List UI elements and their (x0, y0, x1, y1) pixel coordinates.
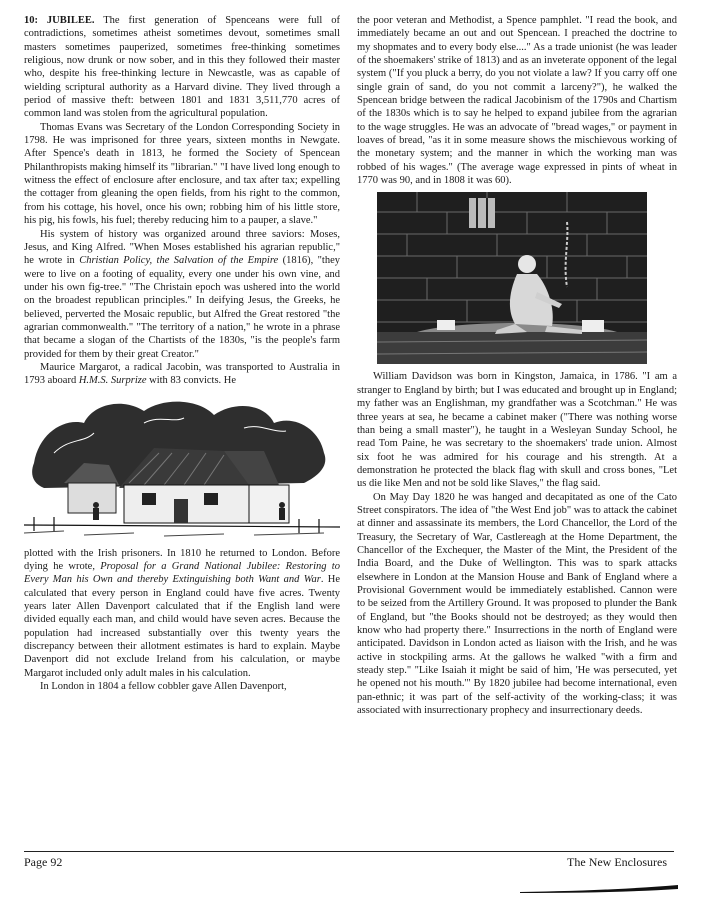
paragraph-thomas-evans: Thomas Evans was Secretary of the London Corresponding Society in 1798. He was imprisoned for three years, sixteen months in Newgate. After Spence's death in 1813, he formed the Society of Spencean Philanthropists making himself its "librarian." "I have lived long enough to witness the effect of enclosure after enclosure, and tax after tax; expelling the cottager from gleaning the open fields, from his right to the common, from his cottage, his hovel, once his own; robbing him of his little store, his pig, his fowls, his fuel; thereby reducing him to a pauper, a slave." (24, 121, 340, 227)
book-title: Christian Policy, the Salvation of the Empire (79, 255, 279, 267)
paragraph-jubilee: 10: JUBILEE. The first generation of Spenceans were full of contradictions, sometimes atheist sometimes devout, sometimes small masters sometimes pauperized, sometimes free-thinking sometimes religious, now drunk or now sober, and in this they followed their master who, despite his free-thinking lecture in Newcastle, was as capable of wielding scriptural authority as a Harvard divine. They lived through a period of massive theft: between 1801 and 1831 3,511,770 acres of common land was stolen from the agricultural population. (24, 15, 340, 120)
paragraph-cato-street: On May Day 1820 he was hanged and decapitated as one of the Cato Street conspirators. The idea of "the West End job" was to attack the cabinet at dinner and assassinate its members, the Lord Chancellor, the Lord of the Treasury, the Secretary of War, Castlereagh at the Home Department, the Chancellor of the Exchequer, the Master of the Mint, the President of the India Board, and the Duke of Wellington. This was to spark attacks elsewhere in London at the Mansion House and Bank of England where a Provisional Government would be immediately established. Cannon were to be seized from the Artillery Ground. It was proposed to plunder the Bank of England, but "the Books should not be destroyed; as they would then know who had property there." Insurrections in the north of England were anticipated. Davidson in London acted as liaison with the Irish, and he was active in stockpiling arms. At the gallows he walked "with a firm and steady step." "Like Isaiah it might be said of him, 'He was persecuted, yet he opened not his mouth.'" By 1820 jubilee had become international, even pan-ethnic; it was part of the self-activity of the working-class; it was associated with insurrectionary prophecy and insurrectionary deeds. (357, 491, 677, 717)
paragraph-margarot: Maurice Margarot, a radical Jacobin, was transported to Australia in 1793 aboard H.M.S. Surprize with 83 convicts. He (24, 361, 340, 387)
left-column (24, 14, 340, 693)
section-heading: 10: JUBILEE. (24, 15, 95, 26)
proposal-title: Proposal for a Grand National Jubilee: Restoring to Every Man his Own and thereby Extinguishing both Want and War (24, 560, 340, 586)
cottage-woodcut-illustration (24, 393, 340, 541)
page-number: Page 92 (24, 855, 63, 869)
paragraph-irish-prisoners: plotted with the Irish prisoners. In 1810 he returned to London. Before dying he wrote, Proposal for a Grand National Jubilee: Restoring to Every Man his Own and thereby Extinguishing both Want and War. He calculated that every person in England could have five acres. Twenty years later Allen Davenport calculated that if the English land were divided equally each man, and child would have seven acres. Because the population had increased substantially over this twenty years the discrepancy between their allotment estimates is hard to explain. Maybe Davenport did not exclude Ireland from his calculation, or maybe Margarot included only adult males in his calculation. (24, 547, 340, 679)
paragraph-davidson: William Davidson was born in Kingston, Jamaica, in 1786. "I am a stranger to England by birth; but I was educated and brought up in England; my father was an Englishman, my grandfather was a Scotchman." He was three years at sea, he became a cabinet maker ("There was nothing worse than being a small master"), he taught in a Wesleyan Sunday School, he read Tom Paine, he was secretary to the shoemakers' trade union. Almost six foot he was admired for his courage and his strength. At a demonstration he protected the black flag with skull and cross bones, "Let us die like Men and not be sold like Slaves," the flag said. (357, 371, 677, 490)
paragraph-cobbler: In London in 1804 a fellow cobbler gave Allen Davenport, (40, 681, 287, 693)
paragraph-davenport: the poor veteran and Methodist, a Spence pamphlet. "I read the book, and immediately became an out and out Spencean. I preached the doctrine to my shopmates and to every body else...." As a trade unionist (he was leader of the shoemakers' strike of 1813) and as an inveterate opponent of the legal system ("If you pluck a berry, do you not violate a law? If you carry off one single grain of sand, do you not commit a larceny?"), he walked the Spencean bridge between the radical Jacobinism of the 1790s and Chartism of the 1830s which is to say he helped to expand jubilee from the agrarian to the wage struggles. He was an advocate of "bread wages," or payment in loaves of bread, "as it in some measure shows the mischievous working of the monetary system; and the manner in which the working man was robbed of his wages." (The average wage expressed in pints of wheat in 1770 was 90, and in 1808 it was 60). (357, 15, 677, 187)
book-title-footer: The New Enclosures (567, 855, 667, 869)
decorative-swash (520, 880, 680, 896)
ship-name: H.M.S. Surprize (78, 375, 147, 387)
paragraph-three-saviors: His system of history was organized around three saviors: Moses, Jesus, and King Alfred. "When Moses established his agrarian republic," he wrote in Christian Policy, the Salvation of the Empire (1816), "they were to live on a footing of equality, every one under his own vine, and under his own fig-tree." "The Christain epoch was ushered into the world on the broadest republican principles." In deifying Jesus, the Greeks, he believed, perverted the Mosaic republic, but Alfred the Great restored "the agrarian commonwealth." "The territory of a nation," he wrote in a phrase that became a slogan of the Chartists of the 1830s, "is the people's farm provided for them by their great Creator." (24, 228, 340, 360)
footer-rule (24, 851, 674, 852)
prisoner-woodcut-illustration (377, 192, 677, 364)
right-column (357, 14, 677, 717)
